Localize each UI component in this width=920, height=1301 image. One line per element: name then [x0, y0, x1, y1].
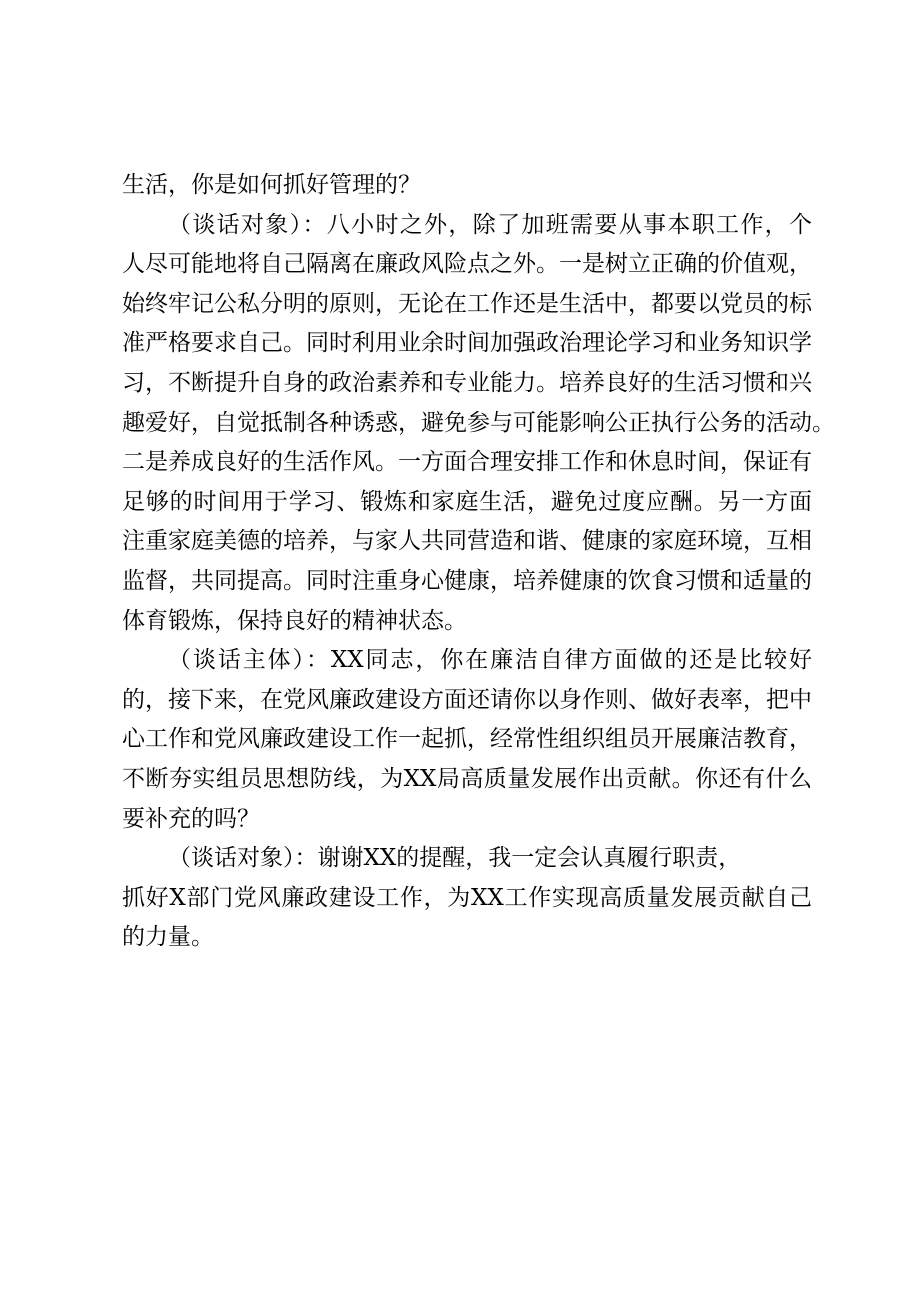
- document-body: [122, 166, 835, 958]
- text-line: 人尽可能地将自己隔离在廉政风险点之外。一是树立正确的价值观，: [122, 251, 812, 278]
- text-line: 准严格要求自己。同时利用业余时间加强政治理论学习和业务知识学: [122, 330, 812, 357]
- text-line: 监督，共同提高。同时注重身心健康，培养健康的饮食习惯和适量的: [122, 567, 812, 594]
- text-line: 心工作和党风廉政建设工作一起抓，经常性组织组员开展廉洁教育，: [122, 726, 812, 753]
- paragraph-start-line: （谈话主体）：XX同志，你在廉洁自律方面做的还是比较好: [168, 647, 812, 674]
- text-line: 抓好X部门党风廉政建设工作，为XX工作实现高质量发展贡献自己: [122, 884, 812, 911]
- text-line: 趣爱好，自觉抵制各种诱惑，避免参与可能影响公正执行公务的活动。: [122, 409, 835, 436]
- text-line: 二是养成良好的生活作风。一方面合理安排工作和休息时间，保证有: [122, 449, 812, 476]
- text-line: 足够的时间用于学习、锻炼和家庭生活，避免过度应酬。另一方面: [122, 488, 812, 515]
- text-line: 习，不断提升自身的政治素养和专业能力。培养良好的生活习惯和兴: [122, 369, 812, 396]
- text-line: 生活，你是如何抓好管理的？: [122, 172, 421, 198]
- text-line: 不断夯实组员思想防线，为XX局高质量发展作出贡献。你还有什么: [122, 765, 812, 792]
- text-line: 要补充的吗？: [122, 805, 260, 832]
- text-line: 的力量。: [122, 924, 214, 951]
- paragraph-start-line: （谈话对象）：八小时之外，除了加班需要从事本职工作，个: [168, 211, 812, 238]
- paragraph-start-line: （谈话对象）：谢谢XX的提醒，我一定会认真履行职责，: [168, 845, 742, 872]
- text-line: 体育锻炼，保持良好的精神状态。: [122, 607, 467, 634]
- text-line: 注重家庭美德的培养，与家人共同营造和谐、健康的家庭环境，互相: [122, 528, 812, 555]
- text-line: 始终牢记公私分明的原则，无论在工作还是生活中，都要以党员的标: [122, 290, 812, 317]
- text-line: 的，接下来，在党风廉政建设方面还请你以身作则、做好表率，把中: [122, 686, 812, 713]
